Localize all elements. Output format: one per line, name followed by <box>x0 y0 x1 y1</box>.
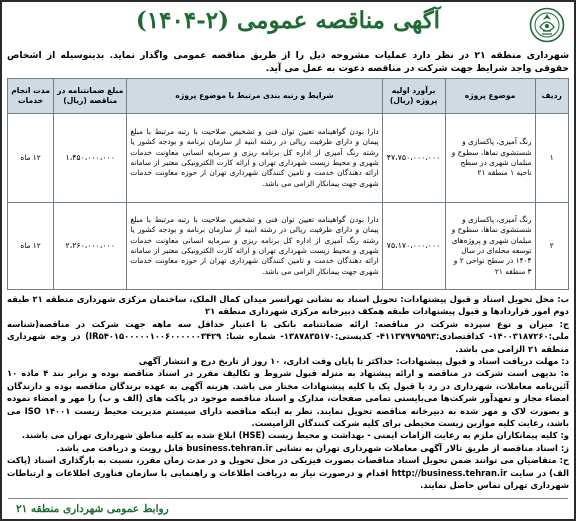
cell-guarantee: ۱،۴۵۰،۰۰۰،۰۰۰ <box>54 114 127 203</box>
table-row <box>8 203 569 290</box>
clause-v: و: کلیه پیمانکاران ملزم به رعایت الزامات ایمنی - بهداشت و محیط زیست (HSE) ابلاغ شده به کلیه مناطق شهرداری تهران می باشند. <box>21 430 569 441</box>
col-header-estimate: برآورد اولیه پروژه (ریال) <box>382 79 445 114</box>
col-header-subject: موضوع پروژه <box>445 79 535 114</box>
col-header-row: ردیف <box>535 79 568 114</box>
notice-footer <box>8 498 568 515</box>
table-row <box>8 114 569 203</box>
notice-clauses <box>7 293 569 492</box>
clause-h: ه: بدیهی است شرکت در مناقصه و ارائه پیشنهاد به منزله قبول شروط و تکالیف مقرر در اسناد مناقصه بوده و برابر بند ۴ ماده ۱۰ آئین‌نامه معاملات، شهرداری در رد یا قبول یک یا کلیه پیشنهادات مختار می باشد. هزینه آگهی به عهده برندگان مناقصه بوده و دارندگان امضاء مجاز و تعهدآور شرکت‌ها می‌بایستی تمامی صفحات، مدارک و اسناد مناقصه موجود در پاکت های (الف و ب) را مهر و امضاء نموده و بصورت لاک و مهر شده به دبیرخانه مناقصه تحویل نمایند. نظر به اینکه مناقصه دارای سیستم مدیریت محیط زیست ISO ۱۴۰۰۱ می باشد، رعایت کلیه موازین زیست محیطی برای کلیه شرکت کنندگان الزامیست. <box>7 368 569 429</box>
cell-project-subject: رنگ آمیزی، پاکسازی و شستشوی نماها، سطوح و مبلمان شهری در سطح ناحیه ۱ منطقه ۲۱ <box>445 114 535 203</box>
clause-b: ب: محل تحویل اسناد و قبول پیشنهادات: تحویل اسناد به نشانی تهرانسر میدان کمال الملک، ساختمان مرکزی شهرداری منطقه ۲۱ طبقه دوم امور قراردادها و قبول پیشنهادات طبقه همکف دبیرخانه مرکزی شهرداری منطقه ۲۱ <box>7 294 569 317</box>
cell-conditions: دارا بودن گواهینامه تعیین توان فنی و تشخیص صلاحیت با رتبه مرتبط با مبلغ پیمان و دارای ظرفیت ریالی در رشته ابنیه از سازمان برنامه و بودجه کشور یا رشته رنگ آمیزی از اداره کل برنامه ریزی و سرمایه انسانی معاونت خدمات شهری و محیط زیست شهرداری تهران و ارائه کارت الکترونیکی معتبر از سامانه ارائه دهندگان خدمت و تامین کنندگان شهرداری تهران از حوزه معاونت خدمات شهری جهت پیمانکار الزامی می باشد. <box>127 203 382 290</box>
col-header-conditions: شرایط و رتبه بندی مرتبط با موضوع پروژه <box>127 79 382 114</box>
cell-duration: ۱۲ ماه <box>8 203 54 290</box>
public-relations-label: روابط عمومی شهرداری منطقه ۲۱ <box>16 503 169 515</box>
clause-j: ج: میزان و نوع سپرده شرکت در مناقصه: ارائه ضمانتنامه بانکی با اعتبار حداقل سه ماهه جهت شرکت در مناقصه(شناسه ملی:۱۴۰۰۳۱۸۷۲۶۰- کداقتصادی:۴۱۱۳۷۹۷۹۵۹۳- کدپستی:۱۳۸۷۸۳۵۱۷۰- شماره شبا: IR۵۴۰۱۵۰۰۰۰۰۱۰۰۶۰۰۰۰۰۰۳۴۲۹) در وجه شهرداری منطقه ۲۱ الزامی می باشد. <box>7 318 569 354</box>
cell-project-subject: رنگ آمیزی، پاکسازی و شستشوی نماها، سطوح و مبلمان شهری و پروژه‌های توسعه محله‌ای در سال ۱۴۰۴ در سطح نواحی ۲ و ۳ منطقه ۲۱ <box>445 203 535 290</box>
clause-z: ز: اسناد مناقصه از طریق تالار آگهی معاملات شهرداری تهران به نشانی business.tehran.ir قابل رویت و دریافت می باشد. <box>56 442 569 453</box>
cell-row-number: ۲ <box>535 203 568 290</box>
projects-table <box>7 78 569 290</box>
cell-duration: ۱۲ ماه <box>8 114 54 203</box>
cell-estimate: ۴۷،۷۵۰،۰۰۰،۰۰۰ <box>382 114 445 203</box>
notice-intro: شهرداری منطقه ۲۱ در نظر دارد عملیات مشروحه ذیل را از طریق مناقصه عمومی واگذار نماید. بدینوسیله از اشخاص حقوقی واجد شرایط جهت شرکت در مناقصه دعوت به عمل می آید. <box>7 50 570 74</box>
table-header-row <box>8 79 569 114</box>
clause-d: د: مهلت دریافت اسناد و قبول پیشنهادات: حداکثر تا پایان وقت اداری، ۱۰ روز از تاریخ درج و انتشار آگهی <box>138 356 569 367</box>
col-header-duration: مدت انجام خدمات <box>8 79 54 114</box>
cell-conditions: دارا بودن گواهینامه تعیین توان فنی و تشخیص صلاحیت با رتبه مرتبط با مبلغ پیمان و دارای ظرفیت ریالی در رشته ابنیه از سازمان برنامه و بودجه کشور یا رشته رنگ آمیزی از اداره کل برنامه ریزی و سرمایه انسانی معاونت خدمات شهری و محیط زیست شهرداری تهران و ارائه کارت الکترونیکی معتبر از سامانه ارائه دهندگان خدمت و تامین کنندگان شهرداری تهران از حوزه معاونت خدمات شهری جهت پیمانکار الزامی می باشد. <box>127 114 382 203</box>
cell-row-number: ۱ <box>535 114 568 203</box>
cell-guarantee: ۲،۲۶۰،۰۰۰،۰۰۰ <box>54 203 127 290</box>
notice-title: آگهی مناقصه عمومی (۲-۱۴۰۴) <box>135 7 441 34</box>
col-header-guarantee: مبلغ ضمانتنامه در مناقصه (ریال) <box>54 79 127 114</box>
clause-hh: ح: متقاضیان می توانند ضمن تحویل اسناد مناقصات بصورت فیزیکی در محل تحویل و در مدت زمان مقرر، نسبت به بارگذاری اسناد (پاکت الف) در سایت http://business.tehran.ir اقدام و درصورت نیاز به دریافت اطلاعات و راهنمایی با سازمان فناوری اطلاعات و ارتباطات شهرداری تهران تماس حاصل نمایند. <box>7 455 569 491</box>
notice-header <box>7 5 569 49</box>
cell-estimate: ۷۵،۱۷۰،۰۰۰،۰۰۰ <box>382 203 445 290</box>
